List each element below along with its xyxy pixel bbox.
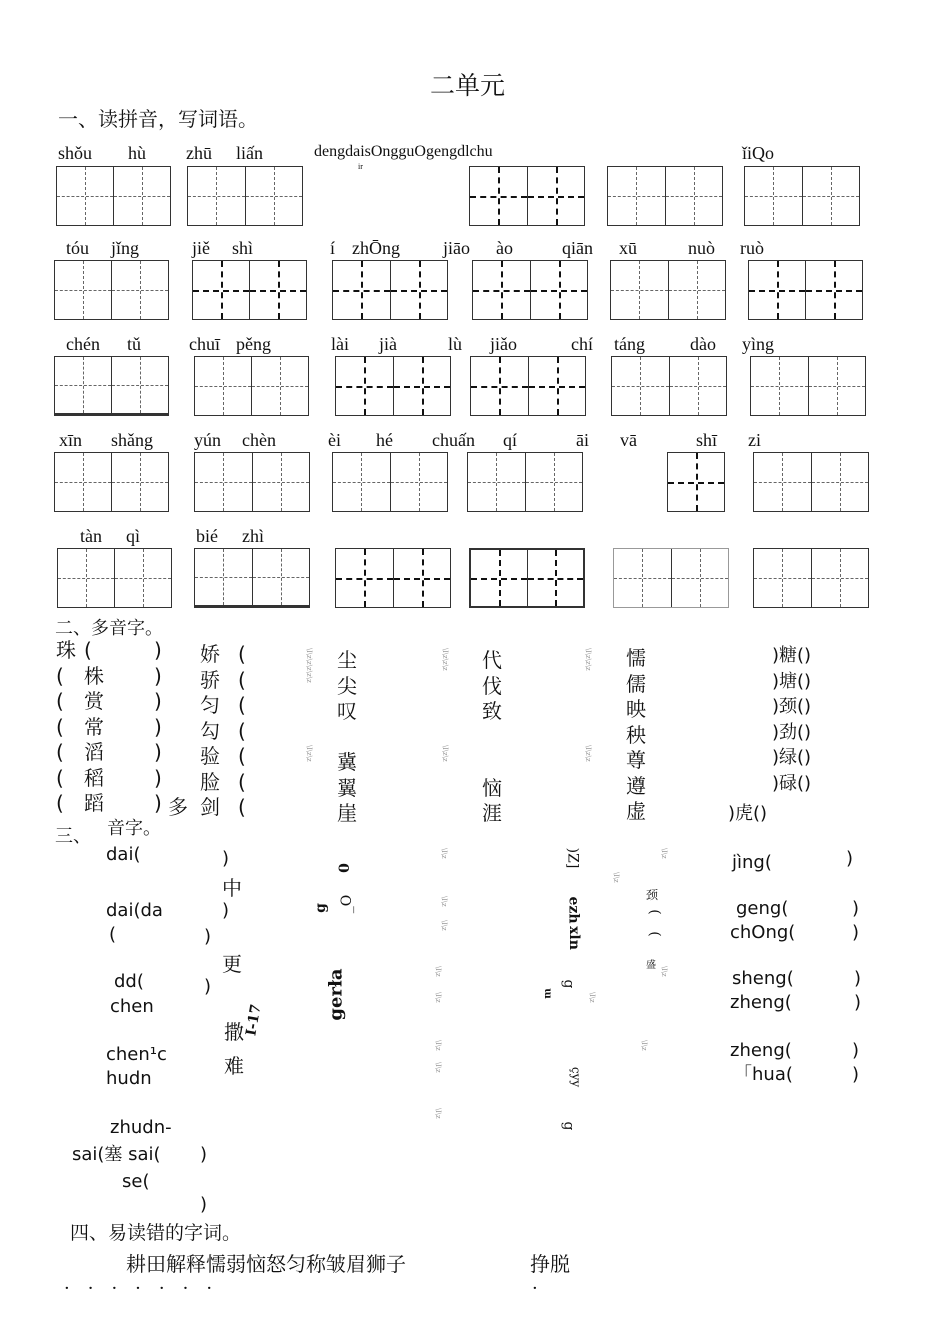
poly-col2-paren: ( ( ( ( ( ( ( — [238, 642, 246, 819]
section2-heading: 二、多音字。 — [55, 618, 163, 639]
noise: g — [312, 903, 329, 913]
s3-mid-paren: ) — [222, 900, 230, 921]
s3-left-item: zhudn- — [110, 1117, 172, 1138]
s3-left-item: dd( — [114, 971, 144, 992]
pinyin: yìng — [742, 334, 775, 354]
poly-col1-close: ) ) ) ) ) ) ) — [154, 638, 162, 815]
error-prone-words: 耕田解释懦弱恼怒匀称皱眉狮子 — [126, 1252, 406, 1276]
writing-grid[interactable] — [753, 452, 869, 512]
s3-left-item: hudn — [106, 1068, 152, 1089]
writing-grid[interactable] — [467, 452, 583, 512]
pinyin: chí — [571, 334, 593, 354]
s3-right-item: 「hua( — [734, 1064, 793, 1085]
s3-left-item: sai(塞 sai( — [72, 1144, 161, 1165]
noise: xln — [565, 926, 582, 950]
pinyin: liấn — [236, 143, 263, 163]
pinyin: chén — [66, 334, 100, 354]
emphasis-dot: · — [532, 1278, 556, 1299]
pinyin: qí — [503, 430, 518, 450]
s3-right-item: chOng( — [730, 922, 796, 943]
pinyin: ir — [358, 162, 363, 171]
noise: )Z] — [564, 847, 581, 869]
pinyin: lù — [448, 334, 463, 354]
s3-left-item: ) — [200, 1194, 208, 1215]
section1-heading: 一、读拼音，写词语。 — [58, 107, 258, 131]
s3-left-item: ( — [109, 924, 117, 945]
writing-grid[interactable] — [194, 548, 310, 608]
pinyin: nuò — [688, 238, 715, 258]
pinyin: lài — [331, 334, 349, 354]
pinyin: í — [330, 238, 336, 258]
pinyin: hù — [128, 143, 146, 163]
pinyin: pěng — [236, 334, 271, 354]
pinyin: chèn — [242, 430, 276, 450]
s3-right-item: ) — [854, 992, 862, 1013]
writing-grid[interactable] — [54, 356, 169, 416]
pinyin: tǔ — [127, 334, 142, 354]
poly-col1-chars: ( 株 赏 常 滔 稻 蹈 — [84, 638, 104, 815]
noise: gerła — [325, 968, 347, 1021]
poly-col5-chars: 懦 儒 映 秧 尊 遵 虚 — [626, 646, 646, 823]
writing-grid[interactable] — [57, 548, 172, 608]
s3-left-item: chen¹c — [106, 1044, 167, 1065]
noise: _O — [339, 894, 356, 914]
pinyin: zi — [748, 430, 761, 450]
pinyin: ruò — [740, 238, 764, 258]
noise: ezh — [565, 896, 582, 924]
pinyin: xū — [619, 238, 637, 258]
s3-mid-char: 撒 — [224, 1020, 244, 1044]
writing-grid[interactable] — [335, 548, 451, 608]
s3-right-item: zheng( — [730, 1040, 792, 1061]
s3-left-item: se( — [122, 1171, 150, 1192]
writing-grid[interactable] — [472, 260, 588, 320]
noise: g — [560, 979, 577, 989]
poly-col6-items: )糖() )塘() )颈() )劲() )绿() )碌() — [772, 645, 812, 794]
s3-mid-char: 难 — [224, 1054, 244, 1078]
poly-col4-chars: 代 伐 致 恼 涯 — [482, 648, 502, 825]
pinyin: ào — [496, 238, 513, 258]
section4-heading: 四、易读错的字词。 — [70, 1222, 242, 1244]
pinyin: ǐiQo — [742, 143, 775, 163]
pinyin: hé — [376, 430, 393, 450]
writing-grid[interactable] — [187, 166, 303, 226]
writing-grid[interactable] — [470, 356, 586, 416]
s3-right-item: ) — [852, 898, 860, 919]
s3-mid-paren: ) — [204, 976, 212, 997]
pinyin: yún — [194, 430, 221, 450]
noise: çyy — [569, 1066, 584, 1088]
emphasis-dots: ······· — [64, 1278, 231, 1299]
pinyin: shǒu — [58, 143, 93, 163]
pinyin: zhŌng — [352, 238, 400, 258]
noise: 盛 — [646, 960, 656, 971]
writing-grid[interactable] — [332, 452, 448, 512]
pinyin: shī — [696, 430, 718, 450]
noise: I-17 — [243, 1002, 265, 1038]
writing-grid[interactable] — [607, 166, 723, 226]
s3-right-item: ) — [852, 922, 860, 943]
writing-grid[interactable] — [610, 260, 726, 320]
pinyin: jiǎo — [490, 334, 517, 354]
s3-right-item: ) — [852, 1040, 860, 1061]
pinyin: āi — [576, 430, 589, 450]
writing-grid[interactable] — [335, 356, 451, 416]
noise: ( — [646, 909, 663, 915]
writing-grid[interactable] — [56, 166, 171, 226]
s3-mid-char: 更 — [222, 952, 242, 976]
writing-grid[interactable] — [332, 260, 448, 320]
pinyin: bié — [196, 526, 218, 546]
s3-right-item: zheng( — [730, 992, 792, 1013]
poly-col2-chars: 娇 骄 匀 勾 验 脸 剑 — [200, 642, 220, 819]
pinyin: jià — [379, 334, 397, 354]
pinyin: vā — [620, 430, 637, 450]
page-title: 二单元 — [430, 71, 506, 100]
writing-grid[interactable] — [54, 260, 169, 320]
hu-item: )虎() — [728, 803, 768, 824]
writing-grid[interactable] — [469, 166, 585, 226]
writing-grid[interactable] — [750, 356, 866, 416]
pinyin: jiě — [192, 238, 210, 258]
s3-left-item: dai( — [106, 844, 141, 865]
pinyin: dào — [690, 334, 716, 354]
error-prone-word2: 挣脱 — [530, 1252, 570, 1276]
pinyin: chuấn — [432, 430, 475, 450]
noise: 颈 — [646, 888, 659, 902]
noise: 0 — [336, 863, 353, 873]
noise: g — [560, 1121, 577, 1131]
writing-grid[interactable] — [194, 452, 310, 512]
writing-grid[interactable] — [613, 548, 729, 608]
s3-right-item: ) — [846, 848, 854, 869]
s3-right-item: ) — [854, 968, 862, 989]
s3-right-item: ) — [852, 1064, 860, 1085]
writing-grid[interactable] — [469, 548, 585, 608]
pinyin: shì — [232, 238, 254, 258]
section3-heading-b: 音字。 — [107, 818, 161, 839]
s3-mid-paren: ) — [200, 1144, 208, 1165]
writing-grid[interactable] — [753, 548, 869, 608]
pinyin: chuī — [189, 334, 220, 354]
pinyin: táng — [614, 334, 645, 354]
pinyin: zhū — [186, 143, 212, 163]
s3-mid-char: 中 — [222, 876, 242, 900]
noise: ( — [646, 931, 663, 937]
pinyin: tóu — [66, 238, 90, 258]
writing-grid[interactable] — [748, 260, 863, 320]
s3-right-item: jìng( — [732, 852, 772, 873]
pinyin: dengdaisOngguOgengdlchu — [314, 143, 493, 160]
pinyin: qì — [126, 526, 141, 546]
s3-right-item: geng( — [736, 898, 789, 919]
s3-left-item: dai(da — [106, 900, 163, 921]
poly-col1-paren: 珠 ( ( ( ( ( ( — [56, 638, 76, 815]
pinyin: jiāo — [443, 238, 470, 258]
pinyin: tàn — [80, 526, 102, 546]
noise: ɯ — [541, 988, 553, 999]
writing-grid[interactable] — [611, 356, 727, 416]
writing-grid[interactable] — [667, 452, 725, 512]
pinyin: zhì — [242, 526, 264, 546]
duo-label: 多 — [168, 795, 188, 819]
pinyin: qiān — [562, 238, 593, 258]
pinyin: jǐng — [111, 238, 140, 258]
s3-left-item: chen — [110, 996, 154, 1017]
pinyin: èi — [328, 430, 341, 450]
poly-col3-chars: 尘 尖 叹 冀 翼 崖 — [337, 648, 357, 825]
section3-heading: 三、 — [55, 826, 91, 847]
writing-grid[interactable] — [194, 356, 309, 416]
writing-grid[interactable] — [54, 452, 169, 512]
pinyin: shǎng — [111, 430, 153, 450]
writing-grid[interactable] — [192, 260, 307, 320]
s3-mid-paren: ) — [204, 926, 212, 947]
s3-mid-paren: ) — [222, 848, 230, 869]
writing-grid[interactable] — [744, 166, 860, 226]
s3-right-item: sheng( — [732, 968, 794, 989]
pinyin: xīn — [59, 430, 83, 450]
